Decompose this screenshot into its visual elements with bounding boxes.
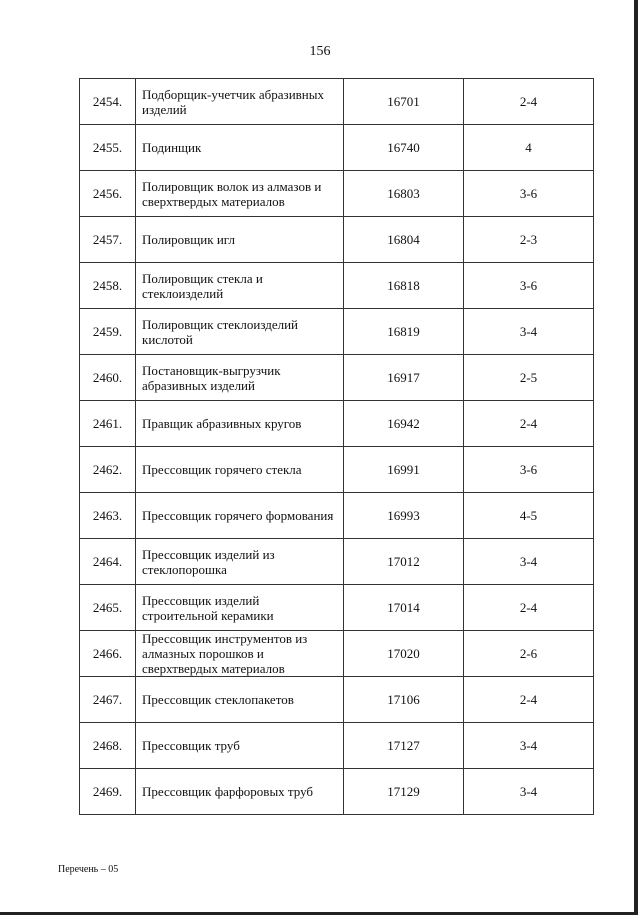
grade-range: 4-5 (464, 493, 594, 539)
grade-range: 2-4 (464, 677, 594, 723)
row-number: 2457. (80, 217, 136, 263)
profession-code: 16917 (344, 355, 464, 401)
profession-name: Подборщик-учетчик абразивных изделий (136, 79, 344, 125)
row-number: 2468. (80, 723, 136, 769)
grade-range: 3-6 (464, 263, 594, 309)
profession-name: Постановщик-выгрузчик абразивных изделий (136, 355, 344, 401)
table-row (80, 493, 594, 539)
grade-range: 4 (464, 125, 594, 171)
row-number: 2462. (80, 447, 136, 493)
footer-text: Перечень – 05 (58, 864, 119, 875)
table-row (80, 447, 594, 493)
grade-range: 3-4 (464, 723, 594, 769)
row-number: 2458. (80, 263, 136, 309)
row-number: 2459. (80, 309, 136, 355)
table-row (80, 125, 594, 171)
row-number: 2467. (80, 677, 136, 723)
row-number: 2455. (80, 125, 136, 171)
profession-name: Полировщик стекла и стеклоизделий (136, 263, 344, 309)
profession-name: Полировщик игл (136, 217, 344, 263)
page-number: 156 (309, 44, 331, 59)
grade-range: 2-3 (464, 217, 594, 263)
grade-range: 3-4 (464, 309, 594, 355)
table-row (80, 677, 594, 723)
profession-name: Правщик абразивных кругов (136, 401, 344, 447)
profession-code: 16993 (344, 493, 464, 539)
row-number: 2463. (80, 493, 136, 539)
profession-name: Полировщик стеклоизделий кислотой (136, 309, 344, 355)
row-number: 2465. (80, 585, 136, 631)
profession-name: Прессовщик фарфоровых труб (136, 769, 344, 815)
profession-name: Прессовщик горячего стекла (136, 447, 344, 493)
profession-table (79, 78, 594, 815)
profession-code: 16819 (344, 309, 464, 355)
profession-code: 16818 (344, 263, 464, 309)
table-row (80, 171, 594, 217)
table-row (80, 631, 594, 677)
profession-code: 16991 (344, 447, 464, 493)
profession-code: 16942 (344, 401, 464, 447)
grade-range: 2-4 (464, 585, 594, 631)
row-number: 2464. (80, 539, 136, 585)
profession-code: 17106 (344, 677, 464, 723)
grade-range: 3-4 (464, 539, 594, 585)
profession-name: Прессовщик горячего формования (136, 493, 344, 539)
profession-code: 17129 (344, 769, 464, 815)
profession-code: 16740 (344, 125, 464, 171)
profession-name: Прессовщик изделий из стеклопорошка (136, 539, 344, 585)
grade-range: 3-6 (464, 171, 594, 217)
profession-code: 16803 (344, 171, 464, 217)
profession-name: Прессовщик изделий строительной керамики (136, 585, 344, 631)
profession-code: 17020 (344, 631, 464, 677)
table-row (80, 263, 594, 309)
profession-name: Прессовщик инструментов из алмазных порошков и сверхтвердых материалов (136, 631, 344, 677)
grade-range: 2-5 (464, 355, 594, 401)
row-number: 2454. (80, 79, 136, 125)
row-number: 2466. (80, 631, 136, 677)
table-row (80, 217, 594, 263)
table-row (80, 539, 594, 585)
profession-code: 16804 (344, 217, 464, 263)
row-number: 2461. (80, 401, 136, 447)
table-row (80, 769, 594, 815)
profession-code: 17012 (344, 539, 464, 585)
table-row (80, 401, 594, 447)
row-number: 2469. (80, 769, 136, 815)
grade-range: 3-6 (464, 447, 594, 493)
grade-range: 2-4 (464, 79, 594, 125)
profession-name: Полировщик волок из алмазов и сверхтвердых материалов (136, 171, 344, 217)
profession-name: Прессовщик труб (136, 723, 344, 769)
table-row (80, 355, 594, 401)
profession-name: Прессовщик стеклопакетов (136, 677, 344, 723)
table-row (80, 723, 594, 769)
profession-name: Подинщик (136, 125, 344, 171)
table-row (80, 585, 594, 631)
table-body (80, 79, 594, 815)
profession-code: 16701 (344, 79, 464, 125)
row-number: 2460. (80, 355, 136, 401)
table-row (80, 309, 594, 355)
grade-range: 2-4 (464, 401, 594, 447)
table-row (80, 79, 594, 125)
profession-code: 17014 (344, 585, 464, 631)
profession-code: 17127 (344, 723, 464, 769)
grade-range: 2-6 (464, 631, 594, 677)
row-number: 2456. (80, 171, 136, 217)
grade-range: 3-4 (464, 769, 594, 815)
